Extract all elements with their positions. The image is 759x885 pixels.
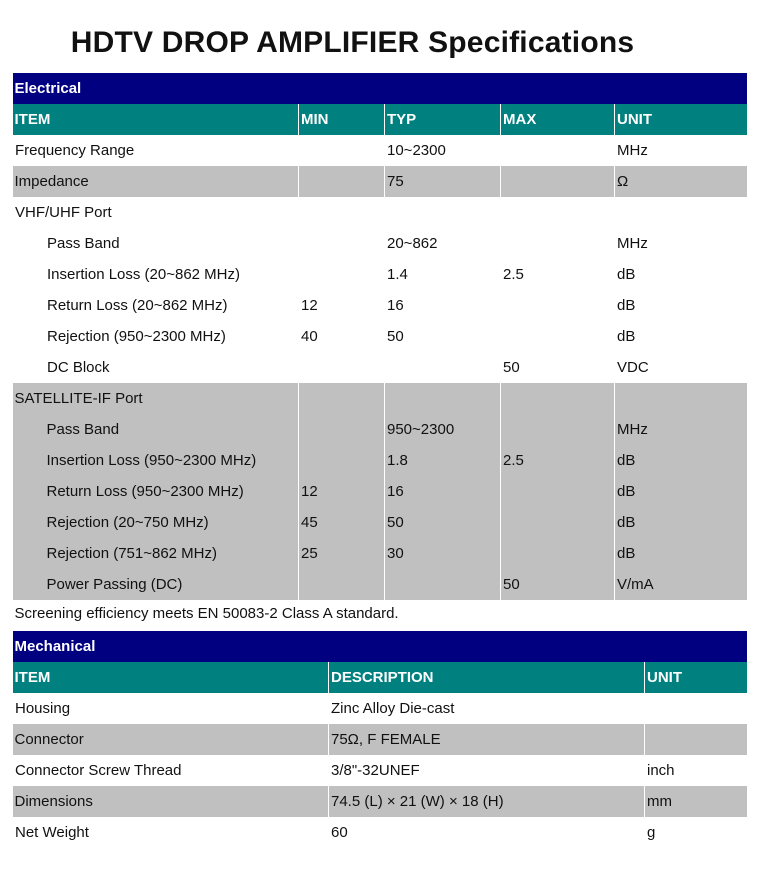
header-item: ITEM bbox=[13, 662, 329, 693]
electrical-section-title: Electrical bbox=[13, 73, 747, 104]
mechanical-row bbox=[13, 817, 747, 848]
cell-max bbox=[501, 414, 615, 445]
spec-row bbox=[13, 228, 747, 259]
cell-unit: dB bbox=[615, 321, 747, 352]
cell-unit bbox=[615, 197, 747, 228]
cell-min bbox=[299, 569, 385, 600]
cell-typ: 10~2300 bbox=[385, 135, 501, 166]
cell-unit: MHz bbox=[615, 414, 747, 445]
cell-typ: 16 bbox=[385, 476, 501, 507]
cell-item: Return Loss (950~2300 MHz) bbox=[13, 476, 299, 507]
cell-typ bbox=[385, 352, 501, 383]
cell-item: Connector bbox=[13, 724, 329, 755]
cell-desc: 60 bbox=[329, 817, 645, 848]
spec-row bbox=[13, 383, 747, 414]
spec-row bbox=[13, 476, 747, 507]
cell-typ bbox=[385, 383, 501, 414]
spec-row bbox=[13, 290, 747, 321]
header-max: MAX bbox=[501, 104, 615, 135]
cell-max: 50 bbox=[501, 352, 615, 383]
spec-row bbox=[13, 197, 747, 228]
spec-row bbox=[13, 445, 747, 476]
cell-item: Rejection (20~750 MHz) bbox=[13, 507, 299, 538]
cell-typ: 1.8 bbox=[385, 445, 501, 476]
cell-item: Net Weight bbox=[13, 817, 329, 848]
cell-item: Frequency Range bbox=[13, 135, 299, 166]
spec-row bbox=[13, 166, 747, 197]
cell-min bbox=[299, 352, 385, 383]
cell-item: Power Passing (DC) bbox=[13, 569, 299, 600]
cell-item: Pass Band bbox=[13, 228, 299, 259]
mechanical-row bbox=[13, 724, 747, 755]
cell-typ: 16 bbox=[385, 290, 501, 321]
cell-unit: g bbox=[645, 817, 747, 848]
cell-max bbox=[501, 538, 615, 569]
cell-unit: MHz bbox=[615, 135, 747, 166]
cell-typ: 950~2300 bbox=[385, 414, 501, 445]
cell-min bbox=[299, 135, 385, 166]
cell-max bbox=[501, 228, 615, 259]
mechanical-section-title: Mechanical bbox=[13, 631, 747, 662]
cell-min bbox=[299, 383, 385, 414]
cell-unit bbox=[645, 693, 747, 724]
cell-unit: dB bbox=[615, 507, 747, 538]
cell-max bbox=[501, 321, 615, 352]
cell-item: DC Block bbox=[13, 352, 299, 383]
cell-unit: dB bbox=[615, 259, 747, 290]
electrical-header-row bbox=[13, 104, 747, 135]
cell-unit: inch bbox=[645, 755, 747, 786]
mechanical-row bbox=[13, 693, 747, 724]
header-item: ITEM bbox=[13, 104, 299, 135]
cell-item: Return Loss (20~862 MHz) bbox=[13, 290, 299, 321]
cell-max bbox=[501, 383, 615, 414]
spec-row bbox=[13, 414, 747, 445]
cell-min bbox=[299, 197, 385, 228]
mechanical-spec-table bbox=[12, 631, 747, 848]
mechanical-row bbox=[13, 786, 747, 817]
cell-unit bbox=[645, 724, 747, 755]
cell-min: 12 bbox=[299, 290, 385, 321]
header-typ: TYP bbox=[385, 104, 501, 135]
page-title: HDTV DROP AMPLIFIER Specifications bbox=[70, 26, 635, 59]
cell-desc: Zinc Alloy Die-cast bbox=[329, 693, 645, 724]
cell-unit: dB bbox=[615, 476, 747, 507]
cell-item: Connector Screw Thread bbox=[13, 755, 329, 786]
cell-item: Rejection (751~862 MHz) bbox=[13, 538, 299, 569]
cell-item: Insertion Loss (20~862 MHz) bbox=[13, 259, 299, 290]
cell-min bbox=[299, 445, 385, 476]
cell-min: 40 bbox=[299, 321, 385, 352]
mechanical-header-row bbox=[13, 662, 747, 693]
cell-typ: 50 bbox=[385, 321, 501, 352]
cell-desc: 3/8"-32UNEF bbox=[329, 755, 645, 786]
header-unit: UNIT bbox=[645, 662, 747, 693]
cell-typ: 75 bbox=[385, 166, 501, 197]
cell-typ: 1.4 bbox=[385, 259, 501, 290]
cell-item: Pass Band bbox=[13, 414, 299, 445]
cell-min bbox=[299, 166, 385, 197]
cell-max: 2.5 bbox=[501, 445, 615, 476]
cell-unit: dB bbox=[615, 290, 747, 321]
cell-min bbox=[299, 259, 385, 290]
mechanical-row bbox=[13, 755, 747, 786]
cell-desc: 75Ω, F FEMALE bbox=[329, 724, 645, 755]
cell-item: Impedance bbox=[13, 166, 299, 197]
cell-item: Insertion Loss (950~2300 MHz) bbox=[13, 445, 299, 476]
cell-item: VHF/UHF Port bbox=[13, 197, 299, 228]
spec-row bbox=[13, 321, 747, 352]
spec-row bbox=[13, 135, 747, 166]
cell-item: SATELLITE-IF Port bbox=[13, 383, 299, 414]
cell-unit: Ω bbox=[615, 166, 747, 197]
cell-item: Dimensions bbox=[13, 786, 329, 817]
cell-unit: V/mA bbox=[615, 569, 747, 600]
header-unit: UNIT bbox=[615, 104, 747, 135]
cell-max: 2.5 bbox=[501, 259, 615, 290]
cell-max: 50 bbox=[501, 569, 615, 600]
cell-unit: VDC bbox=[615, 352, 747, 383]
cell-min bbox=[299, 228, 385, 259]
spec-row bbox=[13, 507, 747, 538]
cell-item: Rejection (950~2300 MHz) bbox=[13, 321, 299, 352]
cell-max bbox=[501, 290, 615, 321]
spec-row bbox=[13, 538, 747, 569]
cell-typ: 30 bbox=[385, 538, 501, 569]
cell-typ bbox=[385, 569, 501, 600]
electrical-spec-table bbox=[12, 73, 747, 626]
cell-typ: 50 bbox=[385, 507, 501, 538]
cell-typ bbox=[385, 197, 501, 228]
cell-typ: 20~862 bbox=[385, 228, 501, 259]
cell-min bbox=[299, 414, 385, 445]
cell-min: 25 bbox=[299, 538, 385, 569]
cell-unit: mm bbox=[645, 786, 747, 817]
cell-max bbox=[501, 476, 615, 507]
screening-note: Screening efficiency meets EN 50083-2 Class A standard. bbox=[13, 600, 747, 626]
cell-min: 45 bbox=[299, 507, 385, 538]
cell-max bbox=[501, 507, 615, 538]
cell-unit: dB bbox=[615, 445, 747, 476]
spec-row bbox=[13, 259, 747, 290]
cell-min: 12 bbox=[299, 476, 385, 507]
cell-max bbox=[501, 166, 615, 197]
header-description: DESCRIPTION bbox=[329, 662, 645, 693]
cell-max bbox=[501, 135, 615, 166]
spec-row bbox=[13, 352, 747, 383]
cell-unit: MHz bbox=[615, 228, 747, 259]
cell-max bbox=[501, 197, 615, 228]
cell-desc: 74.5 (L) × 21 (W) × 18 (H) bbox=[329, 786, 645, 817]
cell-unit bbox=[615, 383, 747, 414]
cell-unit: dB bbox=[615, 538, 747, 569]
header-min: MIN bbox=[299, 104, 385, 135]
cell-item: Housing bbox=[13, 693, 329, 724]
spec-row bbox=[13, 569, 747, 600]
